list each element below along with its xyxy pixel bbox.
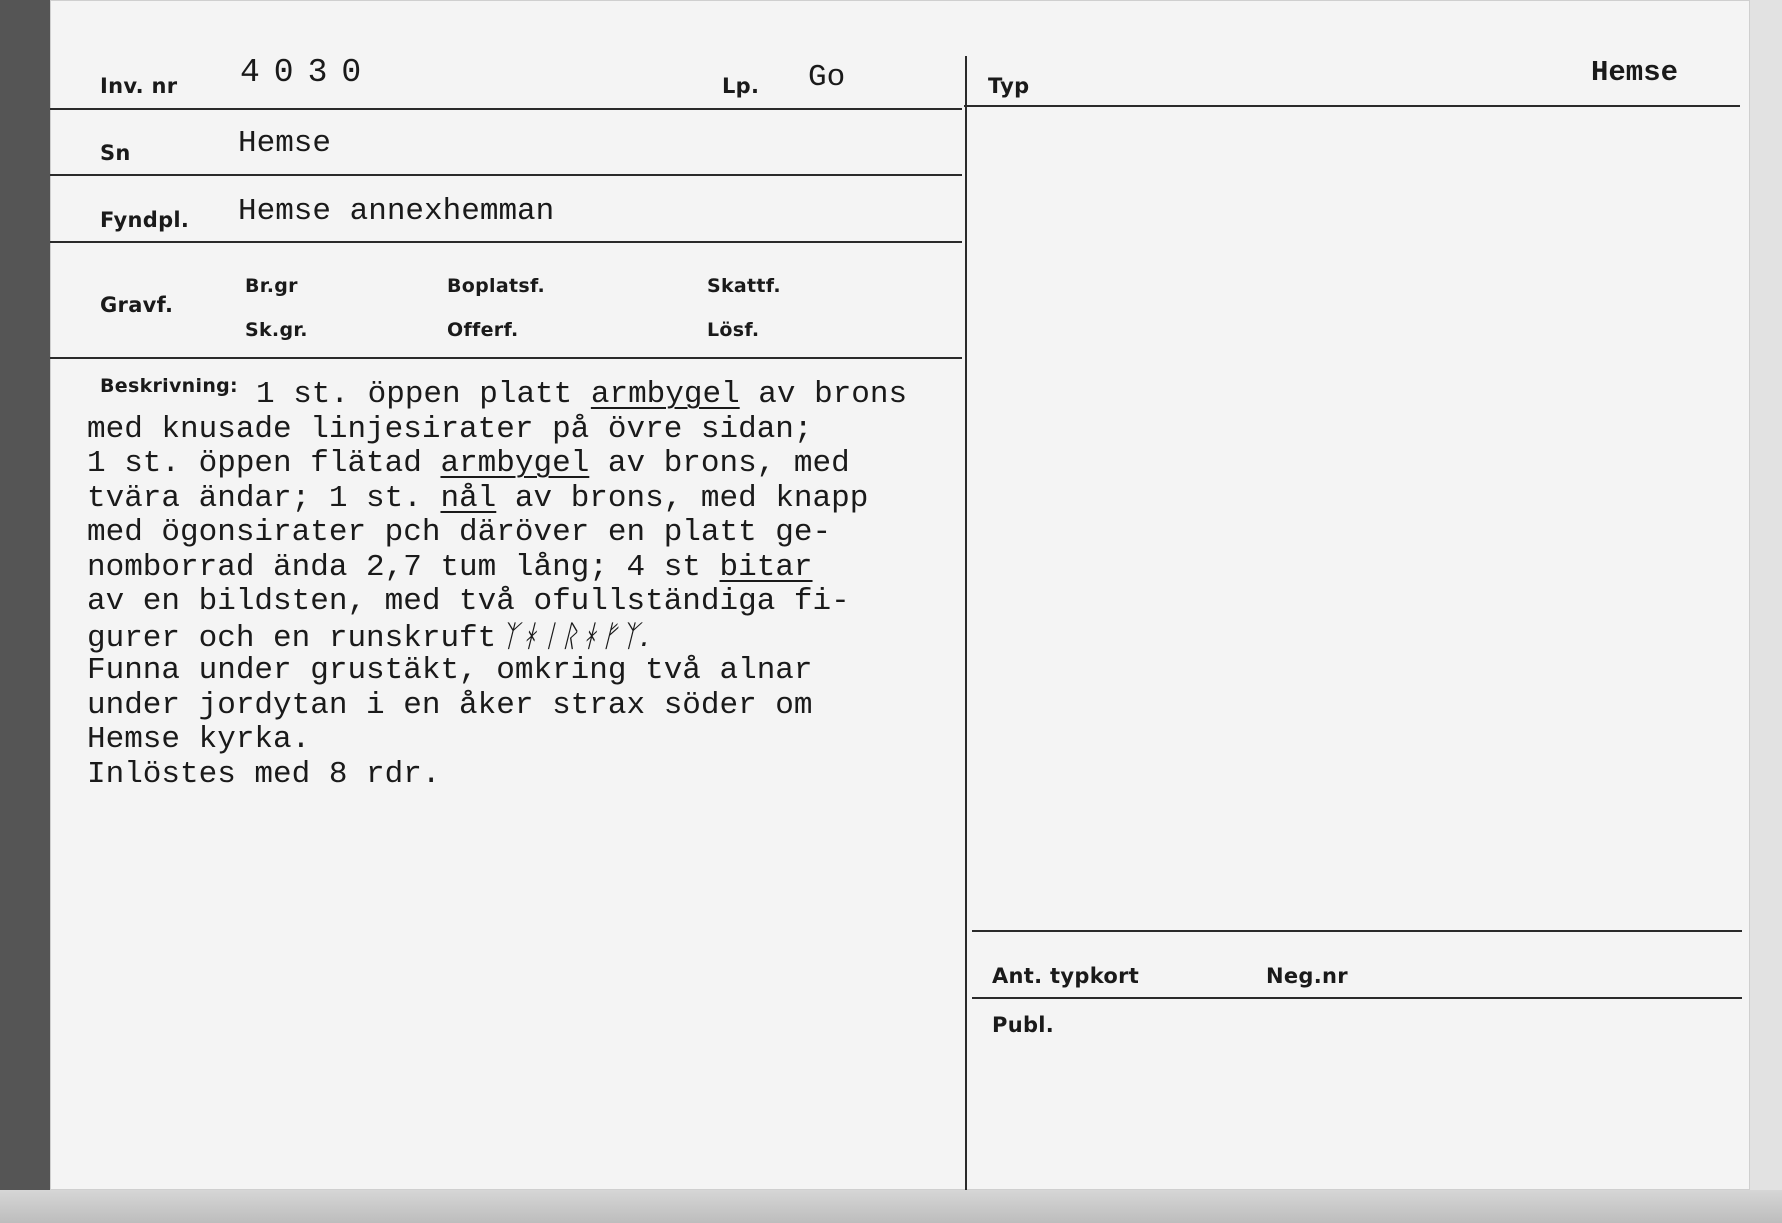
scan-right-edge xyxy=(1750,0,1782,1190)
typ-header-value: Hemse xyxy=(1591,56,1679,89)
offerf-label: Offerf. xyxy=(447,319,519,341)
inv-nr-label: Inv. nr xyxy=(100,74,178,98)
losf-label: Lösf. xyxy=(707,319,760,341)
description-line: 1 st. öppen flätad armbygel av brons, med xyxy=(87,446,850,481)
description-line: nomborrad ända 2,7 tum lång; 4 st bitar xyxy=(87,549,813,585)
rule-typ xyxy=(964,105,1740,107)
sk-gr-label: Sk.gr. xyxy=(245,319,308,341)
scan-bottom-edge xyxy=(0,1190,1782,1223)
br-gr-label: Br.gr xyxy=(245,275,298,297)
beskrivning-label: Beskrivning: xyxy=(100,375,238,397)
description-line: med knusade linjesirater på övre sidan; xyxy=(87,411,813,447)
publ-label: Publ. xyxy=(992,1013,1055,1037)
description-line: gurer och en runskruft ᛉᚼᛁᚱᚼᚠᛉ. xyxy=(87,618,652,656)
description-line: under jordytan i en åker strax söder om xyxy=(87,687,813,723)
ant-typkort-label: Ant. typkort xyxy=(992,964,1140,988)
lp-label: Lp. xyxy=(722,74,760,98)
description-line: Hemse kyrka. xyxy=(87,722,311,757)
description-line: Inlöstes med 8 rdr. xyxy=(87,756,441,792)
rule-gravf xyxy=(50,357,962,359)
neg-nr-label: Neg.nr xyxy=(1266,964,1348,988)
scan-left-edge xyxy=(0,0,50,1190)
boplatsf-label: Boplatsf. xyxy=(447,275,546,297)
inv-nr-value: 4030 xyxy=(240,54,376,91)
description-line: med ögonsirater pch däröver en platt ge- xyxy=(87,515,832,550)
gravf-label: Gravf. xyxy=(100,293,174,317)
lp-value: Go xyxy=(808,60,846,95)
description-line: av en bildsten, med två ofullständiga fi- xyxy=(87,584,850,619)
rule-ant-typkort xyxy=(972,930,1742,932)
skattf-label: Skattf. xyxy=(707,275,781,297)
sn-label: Sn xyxy=(100,141,131,165)
fyndpl-label: Fyndpl. xyxy=(100,208,190,232)
description-line: tvära ändar; 1 st. nål av brons, med knapp xyxy=(87,480,869,516)
description-line: 1 st. öppen platt armbygel av brons xyxy=(256,377,908,412)
description-text xyxy=(87,378,1007,792)
rule-sn xyxy=(50,174,962,176)
rule-inv xyxy=(50,108,962,110)
rule-publ xyxy=(972,997,1742,999)
rule-fyndpl xyxy=(50,241,962,243)
runic-inscription: ᛉᚼᛁᚱᚼᚠᛉ. xyxy=(500,618,652,654)
typ-label: Typ xyxy=(988,74,1030,98)
sn-value: Hemse xyxy=(238,126,332,161)
description-line: Funna under grustäkt, omkring två alnar xyxy=(87,653,813,688)
fyndpl-value: Hemse annexhemman xyxy=(238,194,555,229)
